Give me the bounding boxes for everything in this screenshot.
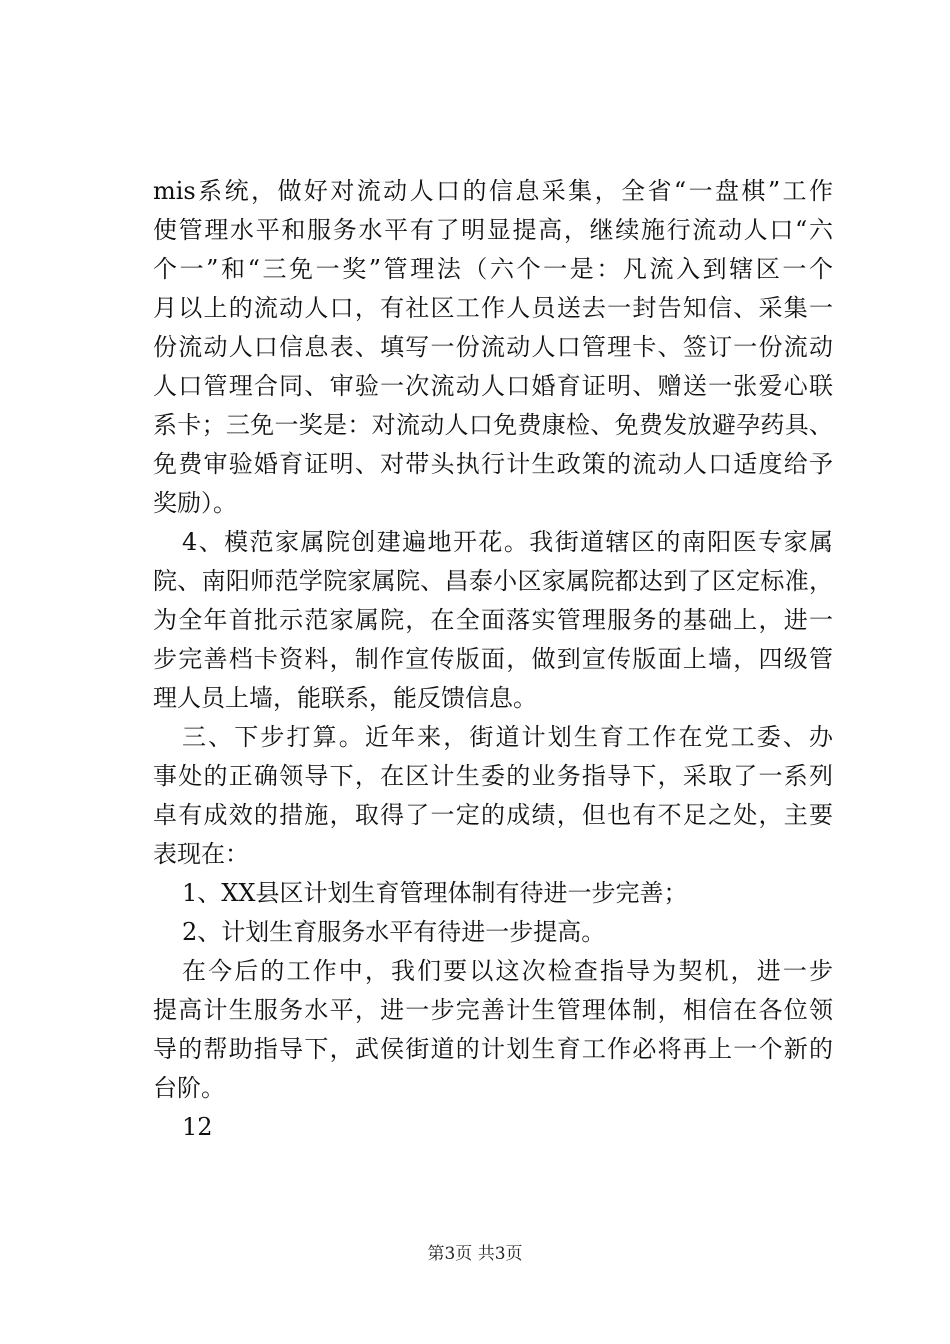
- paragraph-line: 卓有成效的措施，取得了一定的成绩，但也有不足之处，主要: [153, 801, 833, 829]
- page-footer: 第3页 共3页: [427, 1244, 523, 1264]
- paragraph-line: 人口管理合同、审验一次流动人口婚育证明、赠送一张爱心联: [153, 372, 833, 400]
- paragraph-line: 台阶。: [153, 1074, 225, 1102]
- paragraph-line: 12: [182, 1113, 213, 1141]
- document-body: [153, 172, 833, 1147]
- paragraph-line: 奖励）。: [153, 489, 237, 517]
- paragraph-line: 份流动人口信息表、填写一份流动人口管理卡、签订一份流动: [153, 333, 833, 361]
- paragraph-line: 导的帮助指导下，武侯街道的计划生育工作必将再上一个新的: [153, 1035, 833, 1063]
- paragraph-line: 为全年首批示范家属院，在全面落实管理服务的基础上，进一: [153, 606, 833, 634]
- paragraph-line: 在今后的工作中，我们要以这次检查指导为契机，进一步: [182, 957, 833, 985]
- paragraph-line: 月以上的流动人口，有社区工作人员送去一封告知信、采集一: [153, 294, 833, 322]
- paragraph-line: 步完善档卡资料，制作宣传版面，做到宣传版面上墙，四级管: [153, 645, 833, 673]
- paragraph-line: 提高计生服务水平，进一步完善计生管理体制，相信在各位领: [153, 996, 833, 1024]
- paragraph-line: 理人员上墙，能联系，能反馈信息。: [153, 684, 537, 712]
- paragraph-line: 4、模范家属院创建遍地开花。我街道辖区的南阳医专家属: [182, 528, 833, 556]
- paragraph-line: 事处的正确领导下，在区计生委的业务指导下，采取了一系列: [153, 762, 833, 790]
- paragraph-line: 1、XX县区计划生育管理体制有待进一步完善；: [182, 879, 688, 907]
- paragraph-line: 表现在：: [153, 840, 249, 868]
- paragraph-line: mis系统，做好对流动人口的信息采集，全省“一盘棋”工作: [153, 177, 833, 205]
- paragraph-line: 系卡；三免一奖是：对流动人口免费康检、免费发放避孕药具、: [153, 411, 833, 439]
- paragraph-line: 2、计划生育服务水平有待进一步提高。: [182, 918, 606, 946]
- paragraph-line: 院、南阳师范学院家属院、昌泰小区家属院都达到了区定标准，: [153, 567, 833, 595]
- paragraph-line: 三、下步打算。近年来，街道计划生育工作在党工委、办: [182, 723, 833, 751]
- paragraph-line: 个一”和“三免一奖”管理法（六个一是：凡流入到辖区一个: [153, 255, 833, 283]
- paragraph-line: 免费审验婚育证明、对带头执行计生政策的流动人口适度给予: [153, 450, 833, 478]
- paragraph-line: 使管理水平和服务水平有了明显提高，继续施行流动人口“六: [153, 216, 833, 244]
